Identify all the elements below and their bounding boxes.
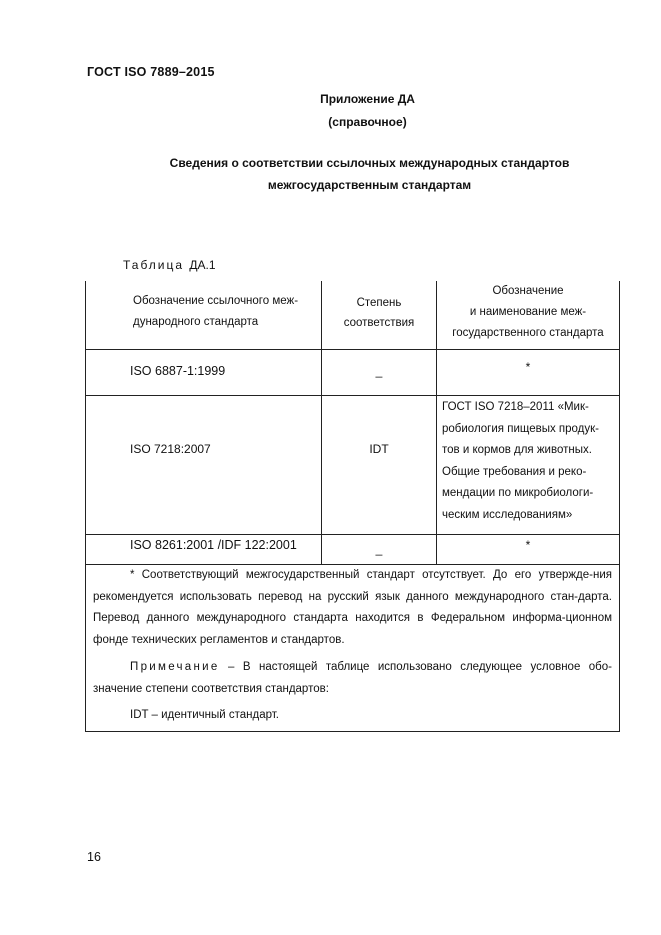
- table-cell-degree-1: _: [375, 364, 383, 378]
- table-cell-national-2-line-5: мендации по микробиологи-: [442, 487, 594, 499]
- table-cell-national-2-line-6: ческим исследованиям»: [442, 508, 573, 521]
- header-separator: [85, 349, 620, 350]
- table-footnote: * Соответствующий межгосударственный стандарт отсутствует. До его утвержде-ния рекомендуется использовать перевод на русский язык данного международного стан-дарта. Перевод данного международного стандарта находится в Федеральном информа-ционном фонде технических регламентов и стандартов.: [93, 569, 612, 646]
- table-notes: [93, 565, 612, 727]
- table-cell-national-2: [442, 397, 617, 526]
- correspondence-table: [85, 281, 620, 732]
- annex-heading-line-2: межгосударственным стандартам: [267, 178, 472, 192]
- table-cell-degree-3: _: [375, 542, 383, 556]
- table-caption-number: ДА.1: [189, 258, 216, 272]
- row-separator-1: [85, 395, 620, 396]
- table-cell-degree-2: IDT: [369, 442, 389, 456]
- table-cell-national-2-line-1: ГОСТ ISO 7218–2011 «Мик-: [442, 401, 589, 413]
- table-cell-national-3: *: [525, 538, 531, 552]
- annex-heading: [87, 152, 652, 196]
- column-header-reference-line-2: дународного стандарта: [133, 316, 259, 328]
- column-header-degree: [322, 293, 436, 333]
- standard-code: ГОСТ ISO 7889–2015: [87, 65, 215, 79]
- table-idt-note: IDT – идентичный стандарт.: [130, 709, 279, 721]
- annex-title: Приложение ДА: [320, 92, 415, 106]
- table-cell-national-2-line-3: тов и кормов для животных.: [442, 444, 592, 456]
- column-header-degree-line-1: Степень: [356, 297, 402, 309]
- annex-subtitle: (справочное): [328, 115, 407, 129]
- column-header-degree-line-2: соответствия: [343, 317, 415, 329]
- table-bottom-border: [85, 731, 620, 732]
- table-cell-national-2-line-4: Общие требования и реко-: [442, 465, 587, 478]
- table-caption-label: Таблица: [123, 258, 185, 272]
- table-note-label: Примечание: [130, 661, 220, 673]
- column-header-national-line-2: и наименование меж-: [469, 306, 587, 318]
- table-note-text: – В настоящей таблице использовано следующее условное обо-значение степени соответствия стандартов:: [93, 661, 612, 695]
- table-note: [93, 657, 612, 700]
- table-cell-reference-1: ISO 6887-1:1999: [130, 364, 226, 378]
- column-header-reference-line-1: Обозначение ссылочного меж-: [133, 295, 299, 307]
- column-header-national-line-3: государственного стандарта: [452, 327, 604, 339]
- table-cell-national-1: *: [525, 360, 531, 374]
- column-header-national: [437, 281, 619, 344]
- annex-heading-line-1: Сведения о соответствии ссылочных международных стандартов: [169, 156, 570, 170]
- table-cell-reference-3: ISO 8261:2001 /IDF 122:2001: [130, 538, 297, 552]
- column-header-national-line-1: Обозначение: [492, 285, 564, 297]
- table-cell-national-2-line-2: робиология пищевых продук-: [442, 422, 600, 435]
- table-caption: [123, 258, 216, 272]
- page-number: 16: [87, 850, 101, 864]
- table-cell-reference-2: ISO 7218:2007: [130, 442, 211, 456]
- column-header-reference: [133, 291, 321, 333]
